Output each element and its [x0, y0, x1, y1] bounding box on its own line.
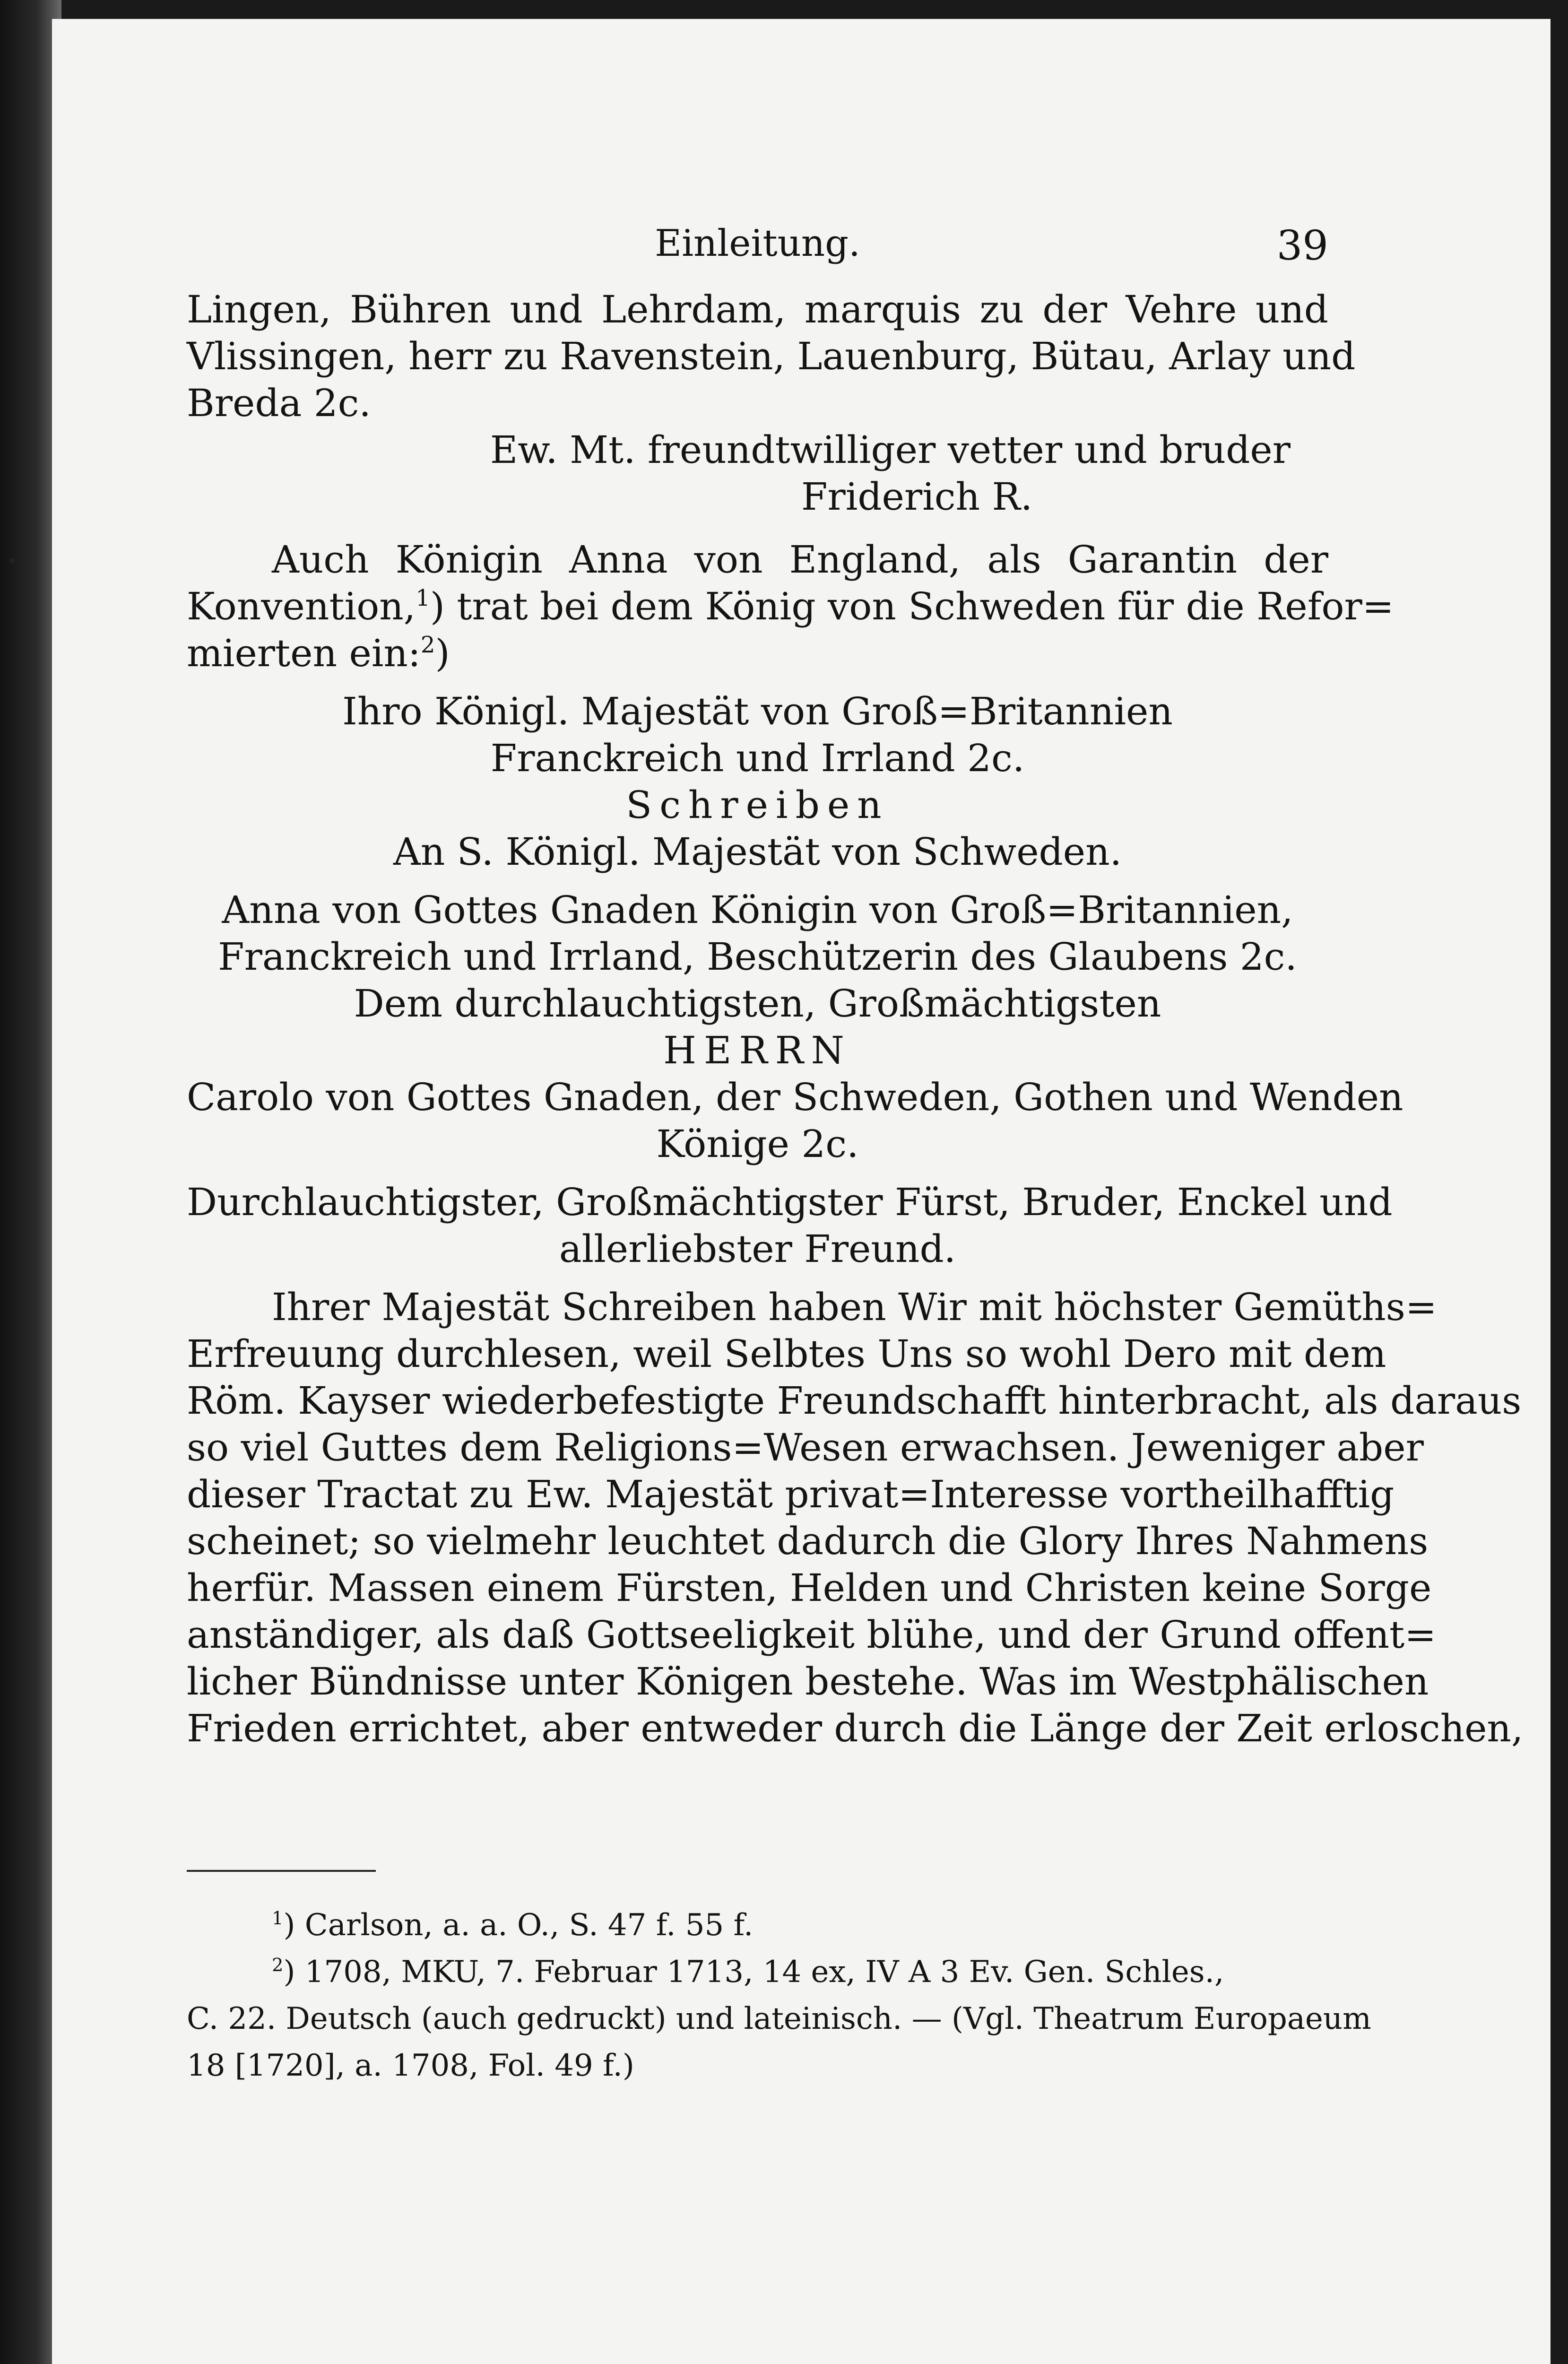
sender-title: Anna von Gottes Gnaden Königin von Groß=Britannien,	[222, 888, 1293, 932]
footnote-divider	[187, 1870, 376, 1872]
text-line: Röm. Kayser wiederbefestigte Freundschafft hinterbracht, als daraus	[187, 1379, 1522, 1423]
text-line: licher Bündnisse unter Königen bestehe. Was im Westphälischen	[187, 1660, 1429, 1703]
running-title: Einleitung.	[655, 222, 860, 265]
letter-title: Franckreich und Irrland 2c.	[490, 736, 1025, 780]
footnote-ref: 1	[416, 585, 430, 612]
recipient-title: Dem durchlauchtigsten, Großmächtigsten	[354, 982, 1161, 1026]
sender-title: Franckreich und Irrland, Beschützerin des Glaubens 2c.	[218, 935, 1297, 979]
text-line: Breda 2c.	[187, 381, 371, 425]
text-line: herfür. Massen einem Fürsten, Helden und Christen keine Sorge	[187, 1566, 1432, 1610]
footnote-continuation: 18 [1720], a. 1708, Fol. 49 f.)	[187, 2048, 634, 2083]
text-line: mierten ein:$^2$)	[187, 631, 450, 675]
letter-closing: Ew. Mt. freundtwilliger vetter und bruder	[490, 428, 1291, 472]
book-page	[52, 19, 1551, 2364]
paragraph-start: Auch Königin Anna von England, als Garantin der	[272, 538, 1328, 582]
paragraph-start: Ihrer Majestät Schreiben haben Wir mit höchster Gemüths=	[272, 1285, 1437, 1329]
page-number: 39	[1276, 222, 1328, 269]
text-line: so viel Guttes dem Religions=Wesen erwachsen. Jeweniger aber	[187, 1425, 1424, 1469]
body-text	[187, 286, 1524, 1752]
text-line: scheinet; so vielmehr leuchtet dadurch die Glory Ihres Nahmens	[187, 1519, 1429, 1563]
footnote: $^1$) Carlson, a. a. O., S. 47 f. 55 f.	[272, 1907, 754, 1943]
footnotes	[187, 1905, 1371, 2093]
footnote-continuation: C. 22. Deutsch (auch gedruckt) und lateinisch. — (Vgl. Theatrum Europaeum	[187, 2001, 1371, 2036]
salutation: Durchlauchtigster, Großmächtigster Fürst, Bruder, Enckel und	[187, 1180, 1393, 1224]
text-line: Erfreuung durchlesen, weil Selbtes Uns so wohl Dero mit dem	[187, 1332, 1386, 1376]
letter-heading: Schreiben	[626, 783, 889, 827]
running-header	[187, 222, 1328, 269]
text-line: dieser Tractat zu Ew. Majestät privat=Interesse vortheilhafftig	[187, 1472, 1395, 1516]
recipient-title: Könige 2c.	[656, 1122, 859, 1166]
letter-address: An S. Königl. Majestät von Schweden.	[393, 830, 1122, 874]
recipient-title: Carolo von Gottes Gnaden, der Schweden, Gothen und Wenden	[187, 1075, 1403, 1119]
text-line: anständiger, als daß Gottseeligkeit blühe, und der Grund offent=	[187, 1613, 1437, 1657]
recipient-heading: HERRN	[663, 1028, 852, 1072]
footnote: $^2$) 1708, MKU, 7. Februar 1713, 14 ex, IV A 3 Ev. Gen. Schles.,	[272, 1954, 1224, 1990]
text-line: Konvention,$^1$) trat bei dem König von Schweden für die Refor=	[187, 584, 1394, 628]
text-line: Lingen, Bühren und Lehrdam, marquis zu der Vehre und	[187, 287, 1328, 331]
letter-title: Ihro Königl. Majestät von Groß=Britannien	[342, 689, 1173, 733]
letter-signature: Friderich R.	[801, 475, 1033, 519]
text-line: Frieden errichtet, aber entweder durch die Länge der Zeit erloschen,	[187, 1706, 1524, 1750]
salutation: allerliebster Freund.	[559, 1227, 956, 1271]
footnote-ref: 2	[420, 632, 435, 659]
text-line: Vlissingen, herr zu Ravenstein, Lauenburg, Bütau, Arlay und	[187, 334, 1356, 378]
margin-speck	[9, 558, 15, 564]
